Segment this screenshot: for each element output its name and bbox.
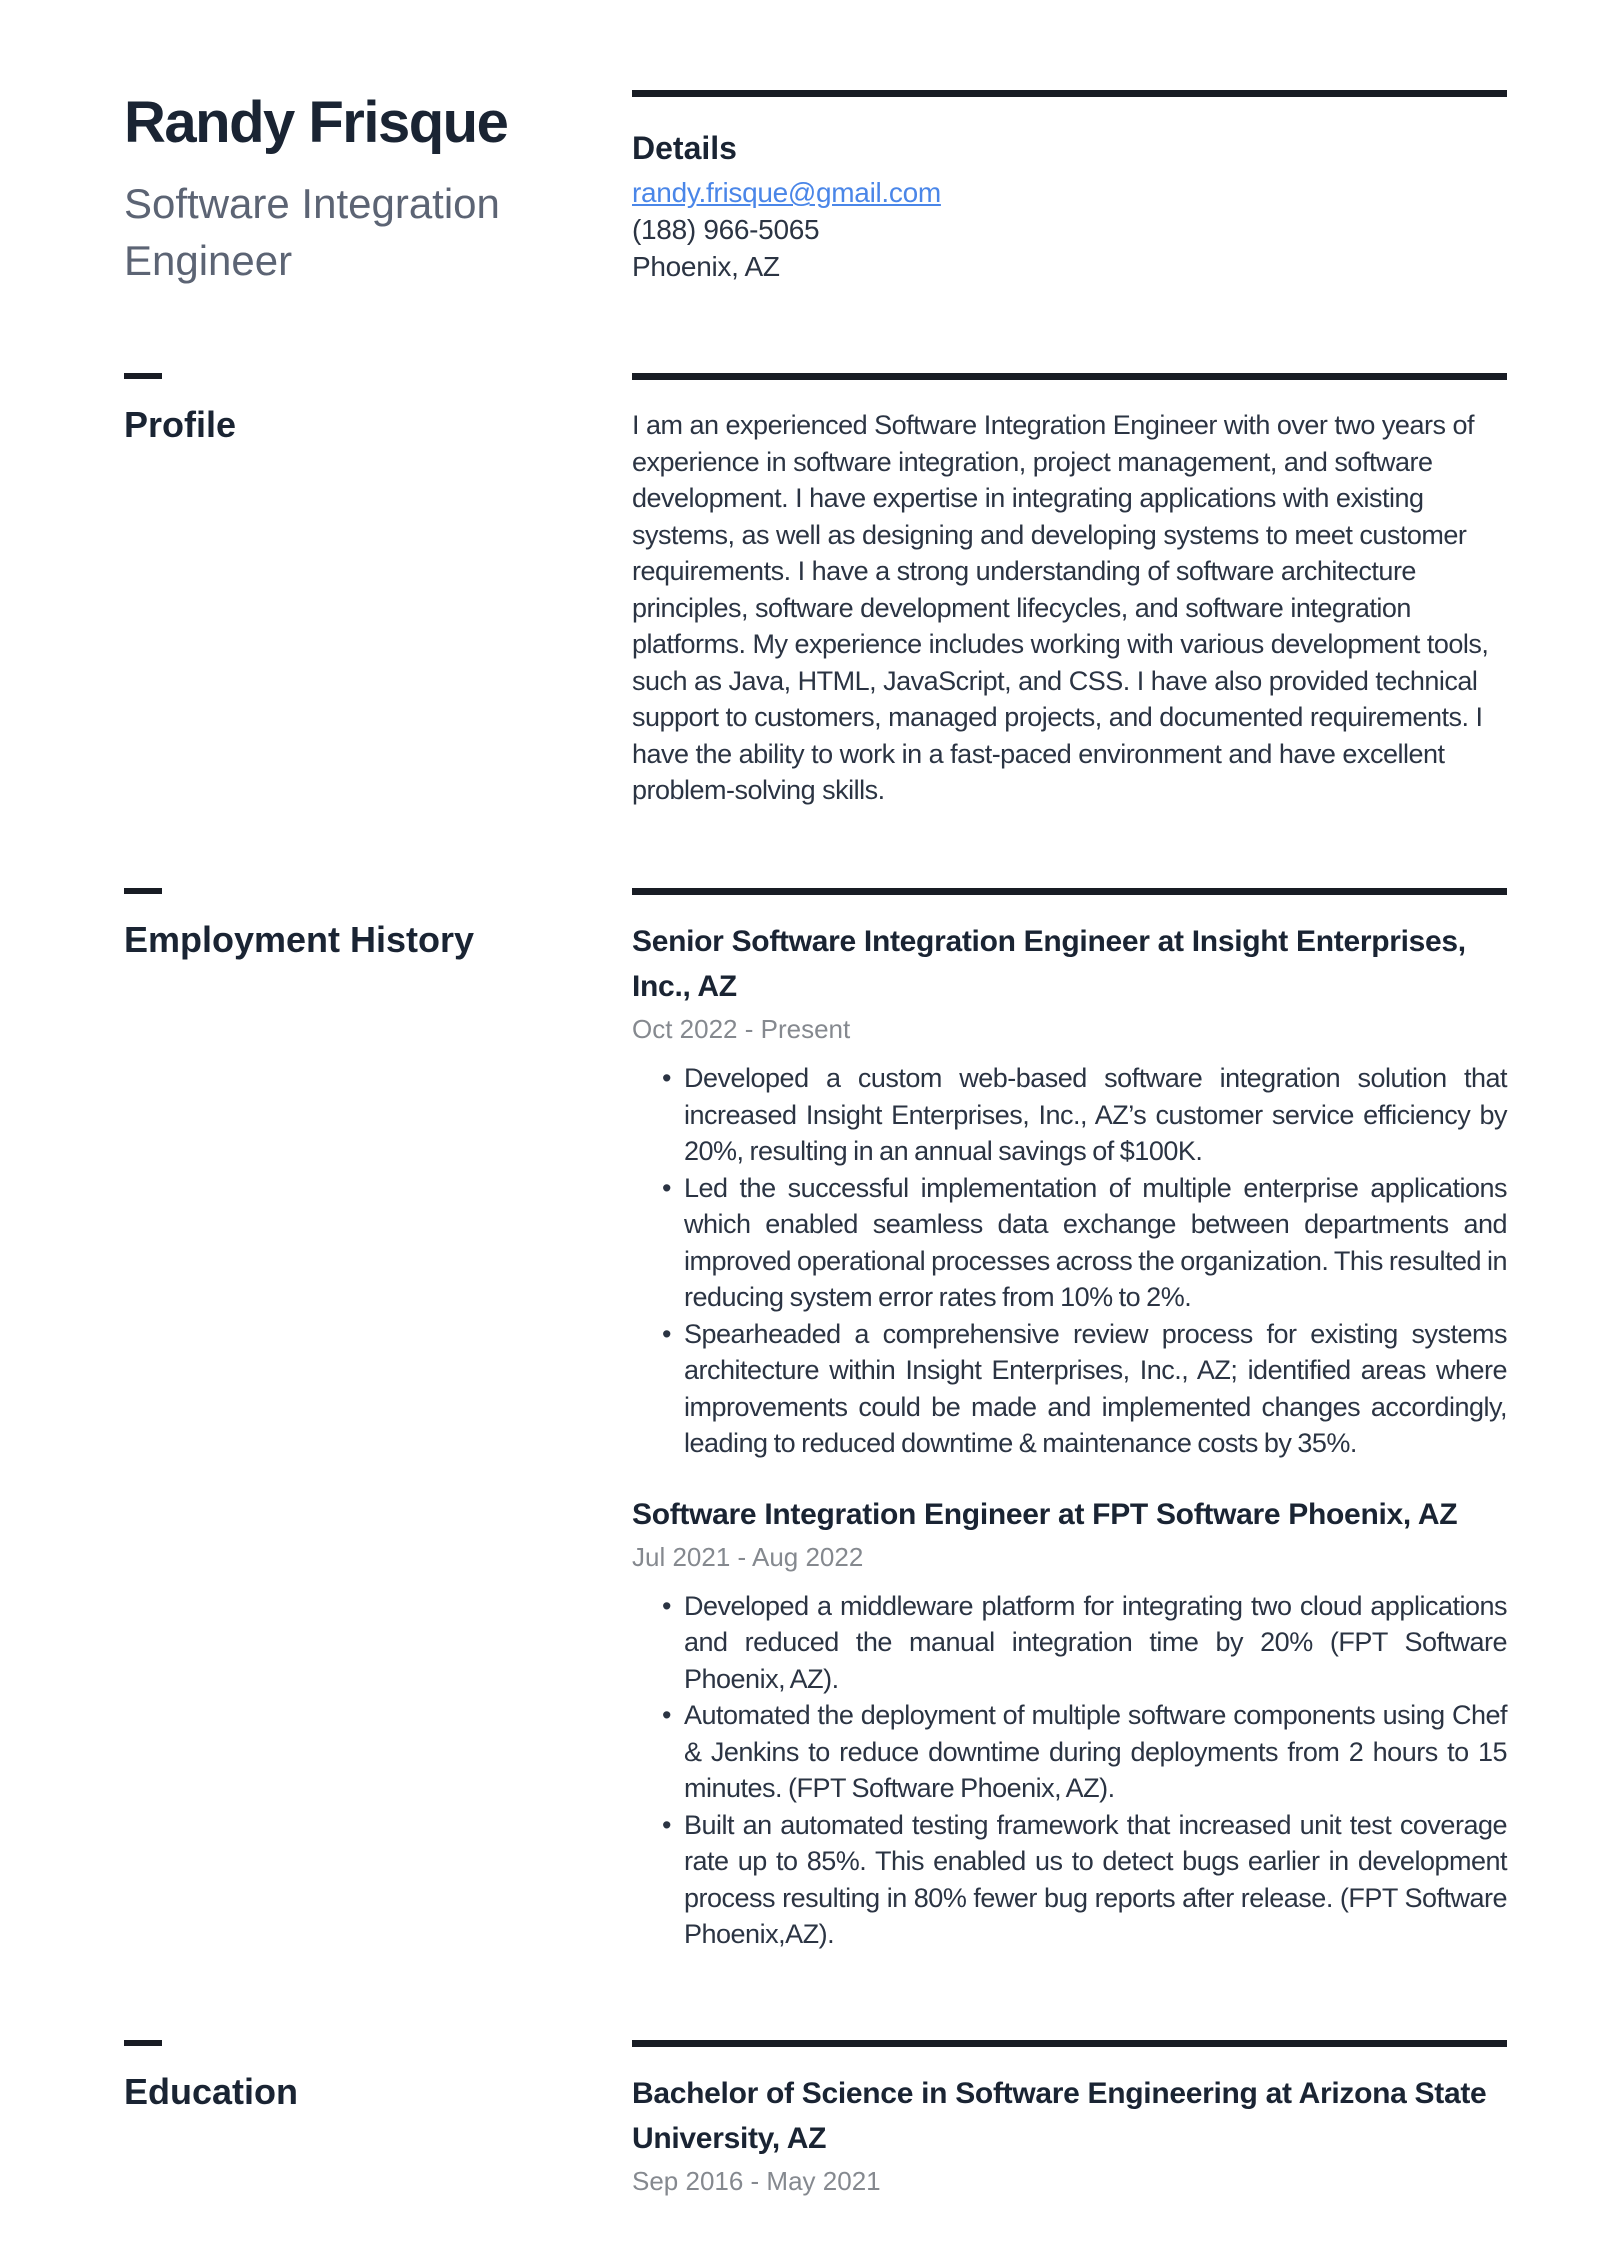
job-bullet: • Automated the deployment of multiple software components using Chef & Jenkins to reduce downtime during deployments from 2 hours to 15 minutes. (FPT Software Phoenix, AZ). [662,1697,1507,1807]
education-content-column [632,2040,1507,2200]
details-heading: Details [632,130,737,166]
section-dash [124,888,162,894]
section-divider [632,373,1507,380]
job-bullet: • Developed a middleware platform for integrating two cloud applications and reduced the manual integration time by 20% (FPT Software Phoenix, AZ). [662,1588,1507,1698]
employment-heading: Employment History [124,919,475,960]
profile-heading: Profile [124,404,237,445]
education-heading: Education [124,2071,299,2112]
profile-section [124,373,1507,809]
job-dates: Oct 2022 - Present [632,1014,851,1044]
job-bullet: • Developed a custom web-based software integration solution that increased Insight Enterprises, Inc., AZ’s customer service efficiency by 20%, resulting in an annual savings of $100K. [662,1060,1507,1170]
candidate-name: Randy Frisque [124,90,508,155]
profile-text: I am an experienced Software Integration Engineer with over two years of experience in software integration, project management, and software development. I have expertise in integrating applications with existing systems, as well as designing and developing systems to meet customer requirements. I have a strong understanding of software architecture principles, software development lifecycles, and software integration platforms. My experience includes working with various development tools, such as Java, HTML, JavaScript, and CSS. I have also provided technical support to customers, managed projects, and documented requirements. I have the ability to work in a fast-paced environment and have excellent problem-solving skills. [632,410,1489,805]
education-section [124,2040,1507,2200]
job-bullet: • Spearheaded a comprehensive review process for existing systems architecture within Insight Enterprises, Inc., AZ; identified areas where improvements could be made and implemented changes accordingly, leading to reduced downtime & maintenance costs by 35%. [662,1316,1507,1462]
phone-number: (188) 966-5065 [632,214,820,246]
job-bullet-list [662,1588,1507,1953]
job-bullet-list [662,1060,1507,1462]
profile-content-column [632,373,1507,809]
section-dash [124,2040,162,2046]
education-label-column [124,2040,632,2200]
details-divider [632,90,1507,97]
email-link[interactable]: randy.frisque@gmail.com [632,177,941,209]
profile-label-column [124,373,632,809]
section-divider [632,2040,1507,2047]
job-bullet: • Led the successful implementation of multiple enterprise applications which enabled seamless data exchange between departments and improved operational processes across the organization. This resulted in reducing system error rates from 10% to 2%. [662,1170,1507,1316]
header [124,90,1507,289]
job-title: Senior Software Integration Engineer at Insight Enterprises, Inc., AZ [632,925,1466,1003]
education-entry [632,2071,1507,2200]
employment-content-column [632,888,1507,1953]
location-text: Phoenix, AZ [632,251,780,283]
section-dash [124,373,162,379]
candidate-job-title: Software Integration Engineer [124,179,500,284]
section-divider [632,888,1507,895]
job-title: Software Integration Engineer at FPT Software Phoenix, AZ [632,1497,1458,1531]
details-section [632,90,1507,289]
employment-label-column [124,888,632,1953]
degree-dates: Sep 2016 - May 2021 [632,2166,881,2196]
header-identity [124,90,632,289]
job-bullet: • Built an automated testing framework that increased unit test coverage rate up to 85%. This enabled us to detect bugs earlier in development process resulting in 80% fewer bug reports after release. (FPT Software Phoenix,AZ). [662,1807,1507,1953]
job-entry [632,1492,1507,1953]
contact-info [632,174,1507,285]
employment-section [124,888,1507,1953]
job-entry [632,919,1507,1462]
job-dates: Jul 2021 - Aug 2022 [632,1541,864,1572]
degree-title: Bachelor of Science in Software Engineering at Arizona State University, AZ [632,2077,1487,2155]
